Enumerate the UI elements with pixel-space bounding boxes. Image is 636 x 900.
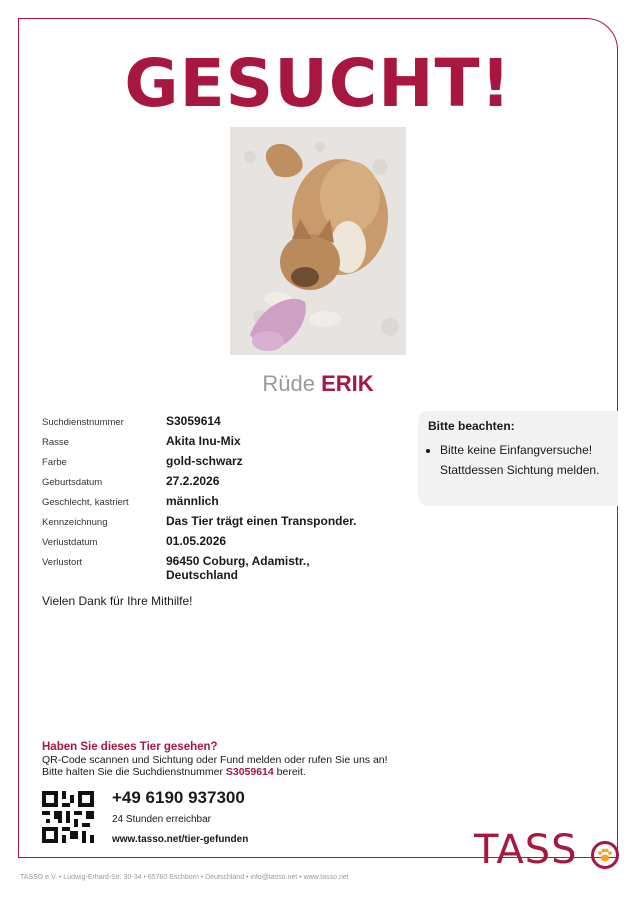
cta-question: Haben Sie dieses Tier gesehen?: [42, 741, 218, 753]
notice-box: [418, 411, 618, 506]
detail-value: S3059614: [166, 414, 221, 428]
notice-list: [428, 440, 608, 480]
detail-row: [42, 514, 402, 530]
detail-row: [42, 534, 402, 550]
detail-value: gold-schwarz: [166, 454, 243, 468]
detail-value: 96450 Coburg, Adamistr., Deutschland: [166, 554, 310, 582]
cta-line1: QR-Code scannen und Sichtung oder Fund melden oder rufen Sie uns an!: [42, 754, 388, 766]
notice-item: • Bitte keine Einfangversuche! Stattdessen Sichtung melden.: [440, 440, 608, 480]
detail-label: Rasse: [42, 437, 69, 448]
detail-label: Verlustdatum: [42, 537, 98, 548]
footer-address: TASSO e.V. • Ludwig-Erhard-Str. 30-34 • 65760 Eschborn • Deutschland • info@tasso.net • www.tasso.net: [20, 874, 349, 881]
cta-line2-pre: Bitte halten Sie die Suchdienstnummer: [42, 766, 223, 778]
notice-heading: Bitte beachten:: [428, 419, 515, 433]
detail-value: 27.2.2026: [166, 474, 220, 488]
website-link[interactable]: www.tasso.net/tier-gefunden: [112, 834, 249, 845]
detail-label: Verlustort: [42, 557, 83, 568]
detail-row: [42, 554, 402, 582]
detail-value: Das Tier trägt einen Transponder.: [166, 514, 357, 528]
cta-line2: [42, 766, 462, 778]
detail-row: [42, 494, 402, 510]
pet-name: ERIK: [321, 371, 374, 396]
call-to-action: [42, 740, 462, 778]
detail-label: Kennzeichnung: [42, 517, 108, 528]
detail-row: [42, 434, 402, 450]
cta-line2-post: bereit.: [276, 766, 306, 778]
detail-label: Suchdienstnummer: [42, 417, 124, 428]
detail-row: [42, 474, 402, 490]
availability-text: 24 Stunden erreichbar: [112, 814, 211, 825]
phone-number[interactable]: +49 6190 937300: [112, 788, 245, 807]
tasso-logo: TASS: [474, 827, 578, 873]
detail-label: Farbe: [42, 457, 67, 468]
detail-label: Geburtsdatum: [42, 477, 103, 488]
detail-value: männlich: [166, 494, 219, 508]
cta-search-number: S3059614: [225, 766, 274, 778]
pet-name-line: [0, 370, 636, 398]
detail-value: 01.05.2026: [166, 534, 227, 548]
detail-row: [42, 414, 402, 430]
detail-label: Geschlecht, kastriert: [42, 497, 129, 508]
pet-sex: Rüde: [262, 371, 315, 396]
detail-value: Akita Inu-Mix: [166, 434, 241, 448]
detail-row: [42, 454, 402, 470]
poster-title: GESUCHT!: [124, 45, 512, 122]
qr-code[interactable]: [42, 791, 94, 843]
details-table: [42, 414, 402, 586]
pet-photo: [230, 127, 406, 355]
thanks-text: Vielen Dank für Ihre Mithilfe!: [42, 594, 193, 608]
paw-logo-icon: [590, 840, 620, 870]
